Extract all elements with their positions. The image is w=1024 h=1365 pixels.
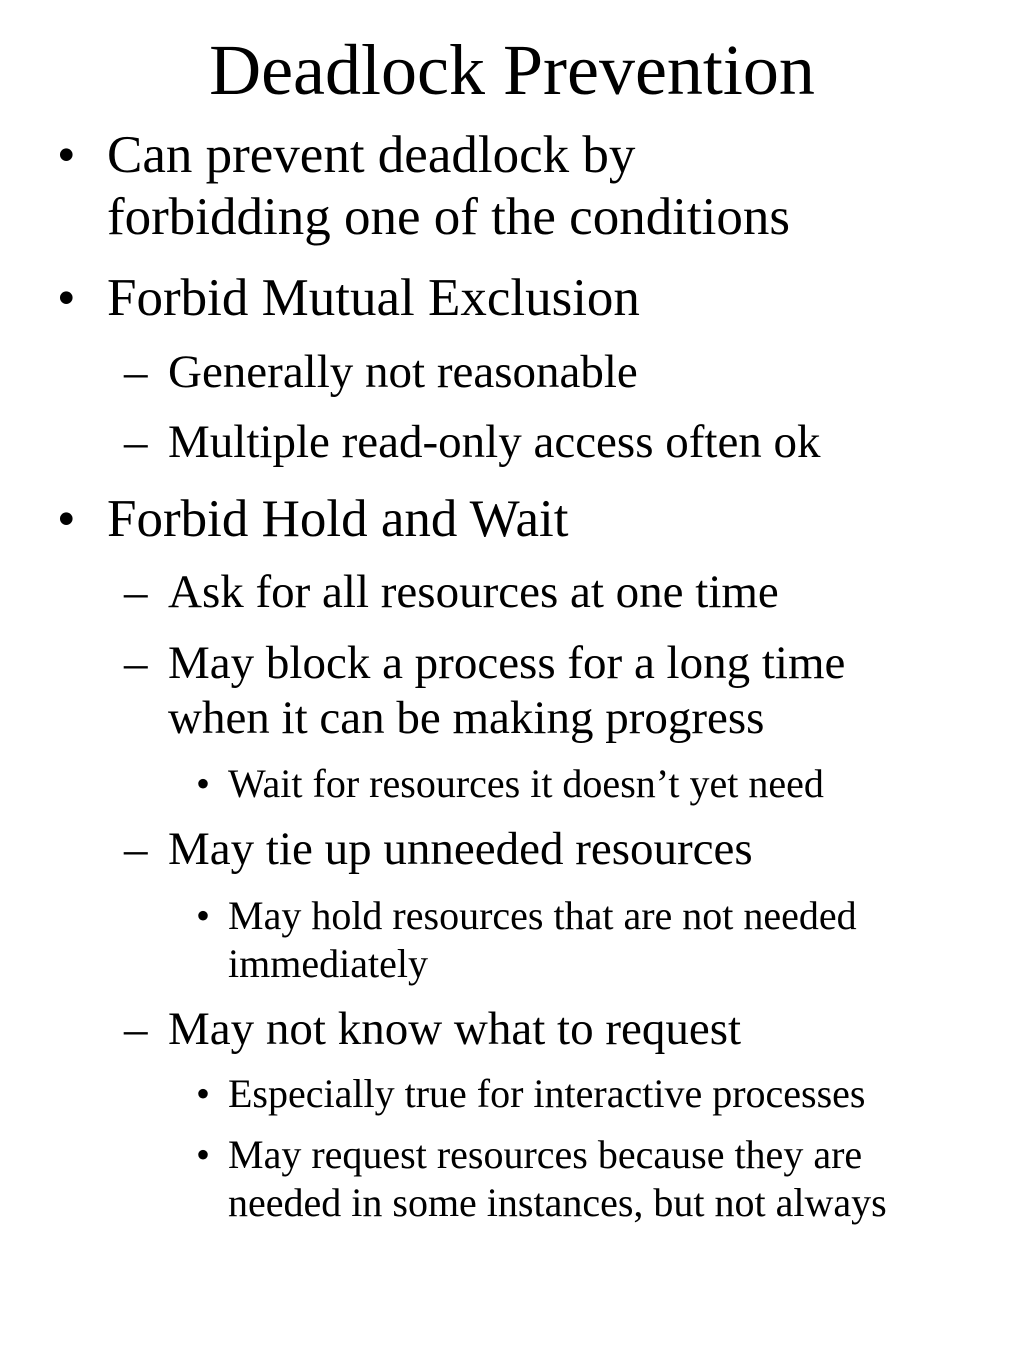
dash-marker: –	[124, 1003, 148, 1055]
subitem-text-line: May tie up unneeded resources	[168, 823, 753, 875]
dash-marker: –	[124, 416, 148, 468]
bullet-text-line: Forbid Hold and Wait	[107, 490, 569, 548]
bullet-marker: •	[57, 490, 76, 548]
bullet-prevent-deadlock	[57, 124, 790, 248]
subitem-text-line: May not know what to request	[168, 1003, 742, 1055]
subitem-may-not-know	[124, 1002, 742, 1057]
dash-marker: –	[124, 823, 148, 875]
subitem-text-line: May block a process for a long time	[168, 637, 846, 689]
subitem-text-line: Multiple read-only access often ok	[168, 416, 821, 468]
dash-marker: –	[124, 637, 148, 689]
bullet-marker: •	[57, 126, 76, 184]
bullet-text-line: forbidding one of the conditions	[107, 188, 790, 246]
bullet-marker: •	[196, 1132, 211, 1177]
subitem-may-tie-up	[124, 822, 753, 877]
dash-marker: –	[124, 346, 148, 398]
slide-title: Deadlock Prevention	[209, 30, 815, 110]
subitem-ask-all-resources	[124, 565, 779, 620]
subitem-generally-not-reasonable	[124, 345, 638, 400]
bullet-forbid-mutual-exclusion	[57, 267, 640, 329]
bullet-text-line: Can prevent deadlock by	[107, 126, 636, 184]
bullet-forbid-hold-and-wait	[57, 488, 569, 550]
point-text-line: needed in some instances, but not always	[228, 1180, 887, 1225]
subitem-may-block-process	[124, 636, 846, 746]
point-may-hold-resources	[196, 892, 857, 988]
bullet-marker: •	[196, 1071, 211, 1116]
point-text-line: immediately	[228, 941, 428, 986]
dash-marker: –	[124, 566, 148, 618]
subitem-text-line: when it can be making progress	[168, 692, 765, 744]
point-text-line: May request resources because they are	[228, 1132, 863, 1177]
bullet-text-line: Forbid Mutual Exclusion	[107, 269, 640, 327]
subitem-text-line: Ask for all resources at one time	[168, 566, 779, 618]
subitem-multiple-read-only	[124, 415, 821, 470]
point-text-line: May hold resources that are not needed	[228, 893, 857, 938]
point-text-line: Especially true for interactive processes	[228, 1071, 866, 1116]
point-wait-for-resources	[196, 760, 824, 808]
bullet-marker: •	[57, 269, 76, 327]
point-especially-true	[196, 1070, 866, 1118]
bullet-marker: •	[196, 893, 211, 938]
bullet-marker: •	[196, 761, 211, 806]
subitem-text-line: Generally not reasonable	[168, 346, 638, 398]
point-text-line: Wait for resources it doesn’t yet need	[228, 761, 824, 806]
point-may-request-resources	[196, 1131, 887, 1227]
